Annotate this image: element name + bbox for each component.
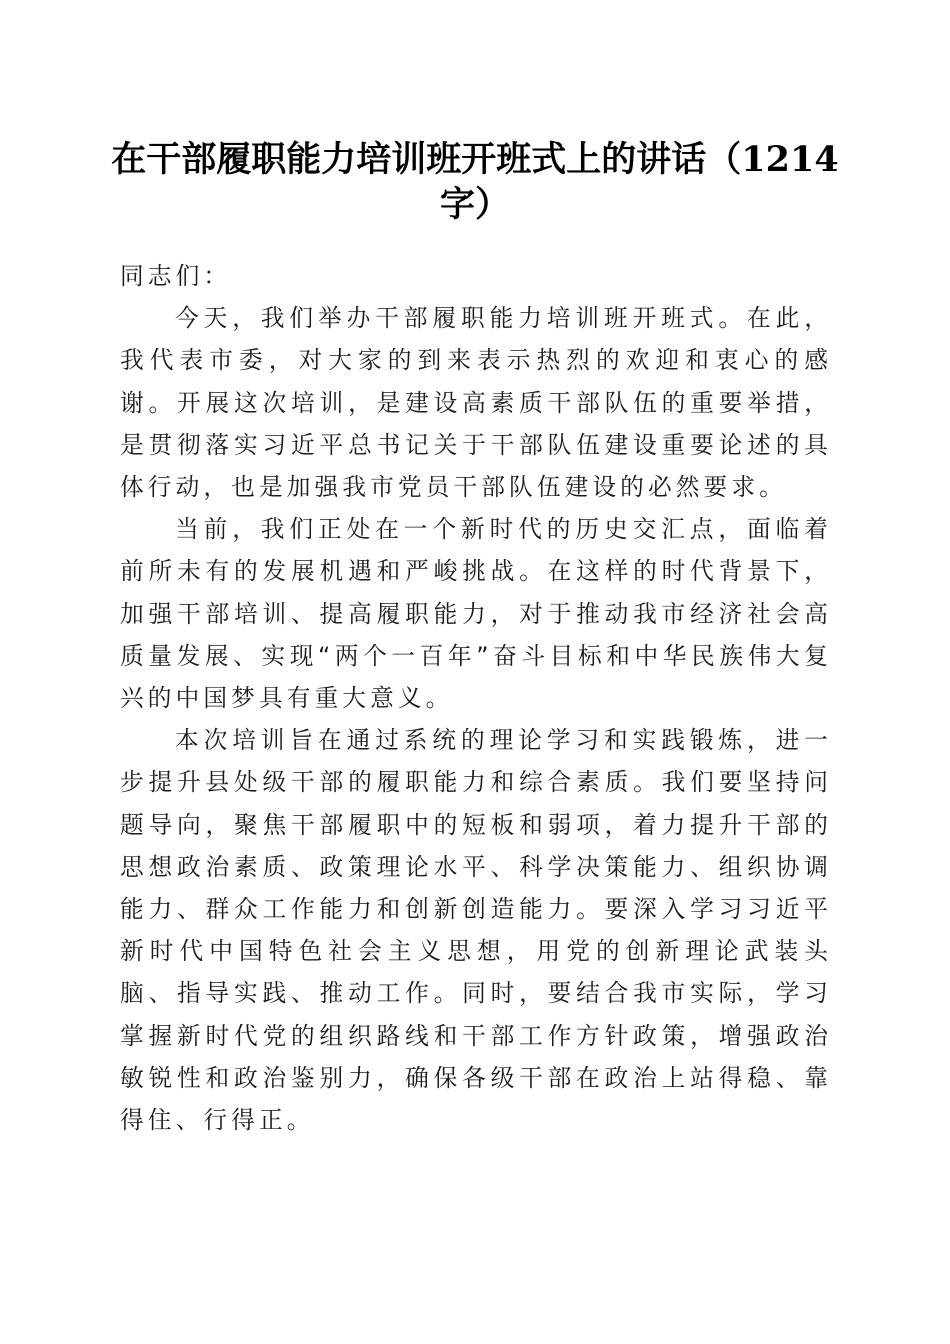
- paragraph-goals: 本次培训旨在通过系统的理论学习和实践锻炼，进一步提升县处级干部的履职能力和综合素质。我们要坚持问题导向，聚焦干部履职中的短板和弱项，着力提升干部的思想政治素质、政策理论水平、科学决策能力、组织协调能力、群众工作能力和创新创造能力。要深入学习习近平新时代中国特色社会主义思想，用党的创新理论武装头脑、指导实践、推动工作。同时，要结合我市实际，学习掌握新时代党的组织路线和干部工作方针政策，增强政治敏锐性和政治鉴别力，确保各级干部在政治上站得稳、靠得住、行得正。: [120, 726, 832, 1135]
- salutation: 同志们：: [120, 262, 232, 290]
- paragraph-opening: 今天，我们举办干部履职能力培训班开班式。在此，我代表市委，对大家的到来表示热烈的欢迎和衷心的感谢。开展这次培训，是建设高素质干部队伍的重要举措，是贯彻落实习近平总书记关于干部队伍建设重要论述的具体行动，也是加强我市党员干部队伍建设的必然要求。: [120, 304, 832, 502]
- document-body: [120, 255, 832, 1141]
- page-title: 在干部履职能力培训班开班式上的讲话（1214字）: [111, 139, 839, 225]
- paragraph-context: 当前，我们正处在一个新时代的历史交汇点，面临着前所未有的发展机遇和严峻挑战。在这样的时代背景下，加强干部培训、提高履职能力，对于推动我市经济社会高质量发展、实现“两个一百年”奋斗目标和中华民族伟大复兴的中国梦具有重大意义。: [120, 515, 832, 713]
